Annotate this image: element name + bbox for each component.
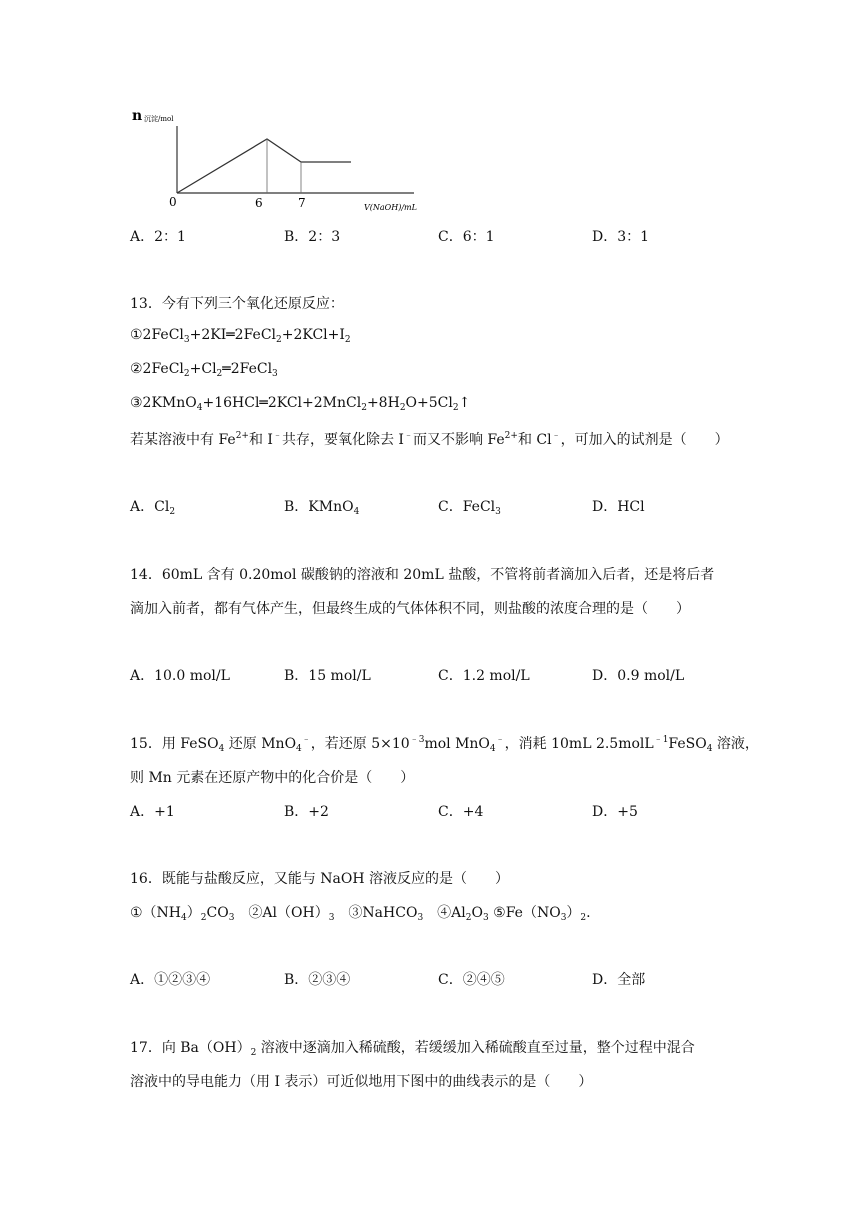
precipitate-curve	[177, 139, 351, 193]
q16-option-a[interactable]: A．①②③④	[130, 972, 211, 988]
q14-option-b[interactable]: B．15 mol/L	[284, 668, 371, 684]
origin-label: 0	[169, 195, 177, 209]
q13-question: 若某溶液中有 $Fe^{2+}$和 I﹣共存，要氧化除去 I﹣而又不影响 $Fe^{2+}$和 Cl﹣，可加入的试剂是（ ）	[130, 431, 729, 448]
q13-option-d[interactable]: D．HCl	[592, 499, 645, 515]
q12-option-a[interactable]	[130, 226, 186, 246]
q14-line-2: 滴加入前者，都有气体产生，但最终生成的气体体积不同，则盐酸的浓度合理的是（ ）	[130, 601, 690, 617]
q13-reaction-2: $②2FeCl_2+Cl_2═2FeCl_3$	[130, 361, 278, 379]
q15-option-c[interactable]: C．+4	[438, 804, 484, 820]
q14-option-a[interactable]: A．10.0 mol/L	[130, 668, 230, 684]
q13-option-b[interactable]: B．KMnO$_4$	[284, 499, 360, 517]
graph-svg	[128, 106, 428, 216]
option-text: D．3：1	[592, 229, 650, 245]
q13-stem: 13．今有下列三个氧化还原反应：	[130, 296, 344, 312]
y-axis-label: n	[132, 108, 143, 124]
precipitate-graph	[128, 106, 428, 216]
q13-reaction-3: $③2KMnO_4+16HCl═2KCl+2MnCl_2+8H_2O+5Cl_2↑$	[130, 395, 471, 413]
q13-option-a[interactable]: A．$Cl_2$	[130, 499, 176, 517]
x-tick-6: 6	[255, 196, 263, 210]
q14-line-1: 14．60mL 含有 0.20mol 碳酸钠的溶液和 20mL 盐酸，不管将前者滴加入后者，还是将后者	[130, 567, 715, 583]
q16-stem: 16．既能与盐酸反应，又能与 NaOH 溶液反应的是（ ）	[130, 871, 509, 887]
q14-option-d[interactable]: D．0.9 mol/L	[592, 668, 685, 684]
q14-option-c[interactable]: C．1.2 mol/L	[438, 668, 530, 684]
q16-option-c[interactable]: C．②④⑤	[438, 972, 505, 988]
q17-line-2: 溶液中的导电能力（用 I 表示）可近似地用下图中的曲线表示的是（ ）	[130, 1074, 593, 1090]
q15-line-1: 15．用 FeSO$_4$ 还原 MnO$_4$﹣，若还原 $5\times 10^{﹣3}mol$ MnO$_4$﹣，消耗 10mL 2.5molL$^{﹣1}$FeSO$_4$ 溶液，	[130, 735, 759, 754]
q17-line-1: 17．向 $Ba(OH)_2$ 溶液中逐滴加入稀硫酸，若缓缓加入稀硫酸直至过量，整个过程中混合	[130, 1040, 695, 1058]
option-text: C．6：1	[438, 229, 495, 245]
option-text: B．2：3	[284, 229, 341, 245]
y-axis-unit: 沉淀/mol	[144, 115, 174, 123]
q16-items: $①(NH_4)_2CO_3$ $②Al(OH)_3$ ③NaHCO$_3$ $④Al_2O_3$ $⑤Fe(NO_3)_2$.	[130, 905, 591, 923]
x-tick-7: 7	[298, 196, 306, 210]
q12-option-d[interactable]	[592, 226, 649, 246]
q15-option-d[interactable]: D．+5	[592, 804, 638, 820]
q15-option-b[interactable]: B．+2	[284, 804, 329, 820]
q13-option-c[interactable]: C．FeCl$_3$	[438, 499, 501, 517]
option-text: A．2：1	[130, 229, 186, 245]
x-axis-label: V(NaOH)/mL	[364, 203, 417, 212]
q16-option-b[interactable]: B．②③④	[284, 972, 351, 988]
q12-option-c[interactable]	[438, 226, 495, 246]
q12-option-b[interactable]	[284, 226, 340, 246]
q16-option-d[interactable]: D．全部	[592, 972, 646, 988]
q15-line-2: 则 Mn 元素在还原产物中的化合价是（ ）	[130, 770, 415, 786]
q13-reaction-1: $①2FeCl_3+2KI═2FeCl_2+2KCl+I_2$	[130, 327, 351, 345]
q15-option-a[interactable]: A．+1	[130, 804, 175, 820]
